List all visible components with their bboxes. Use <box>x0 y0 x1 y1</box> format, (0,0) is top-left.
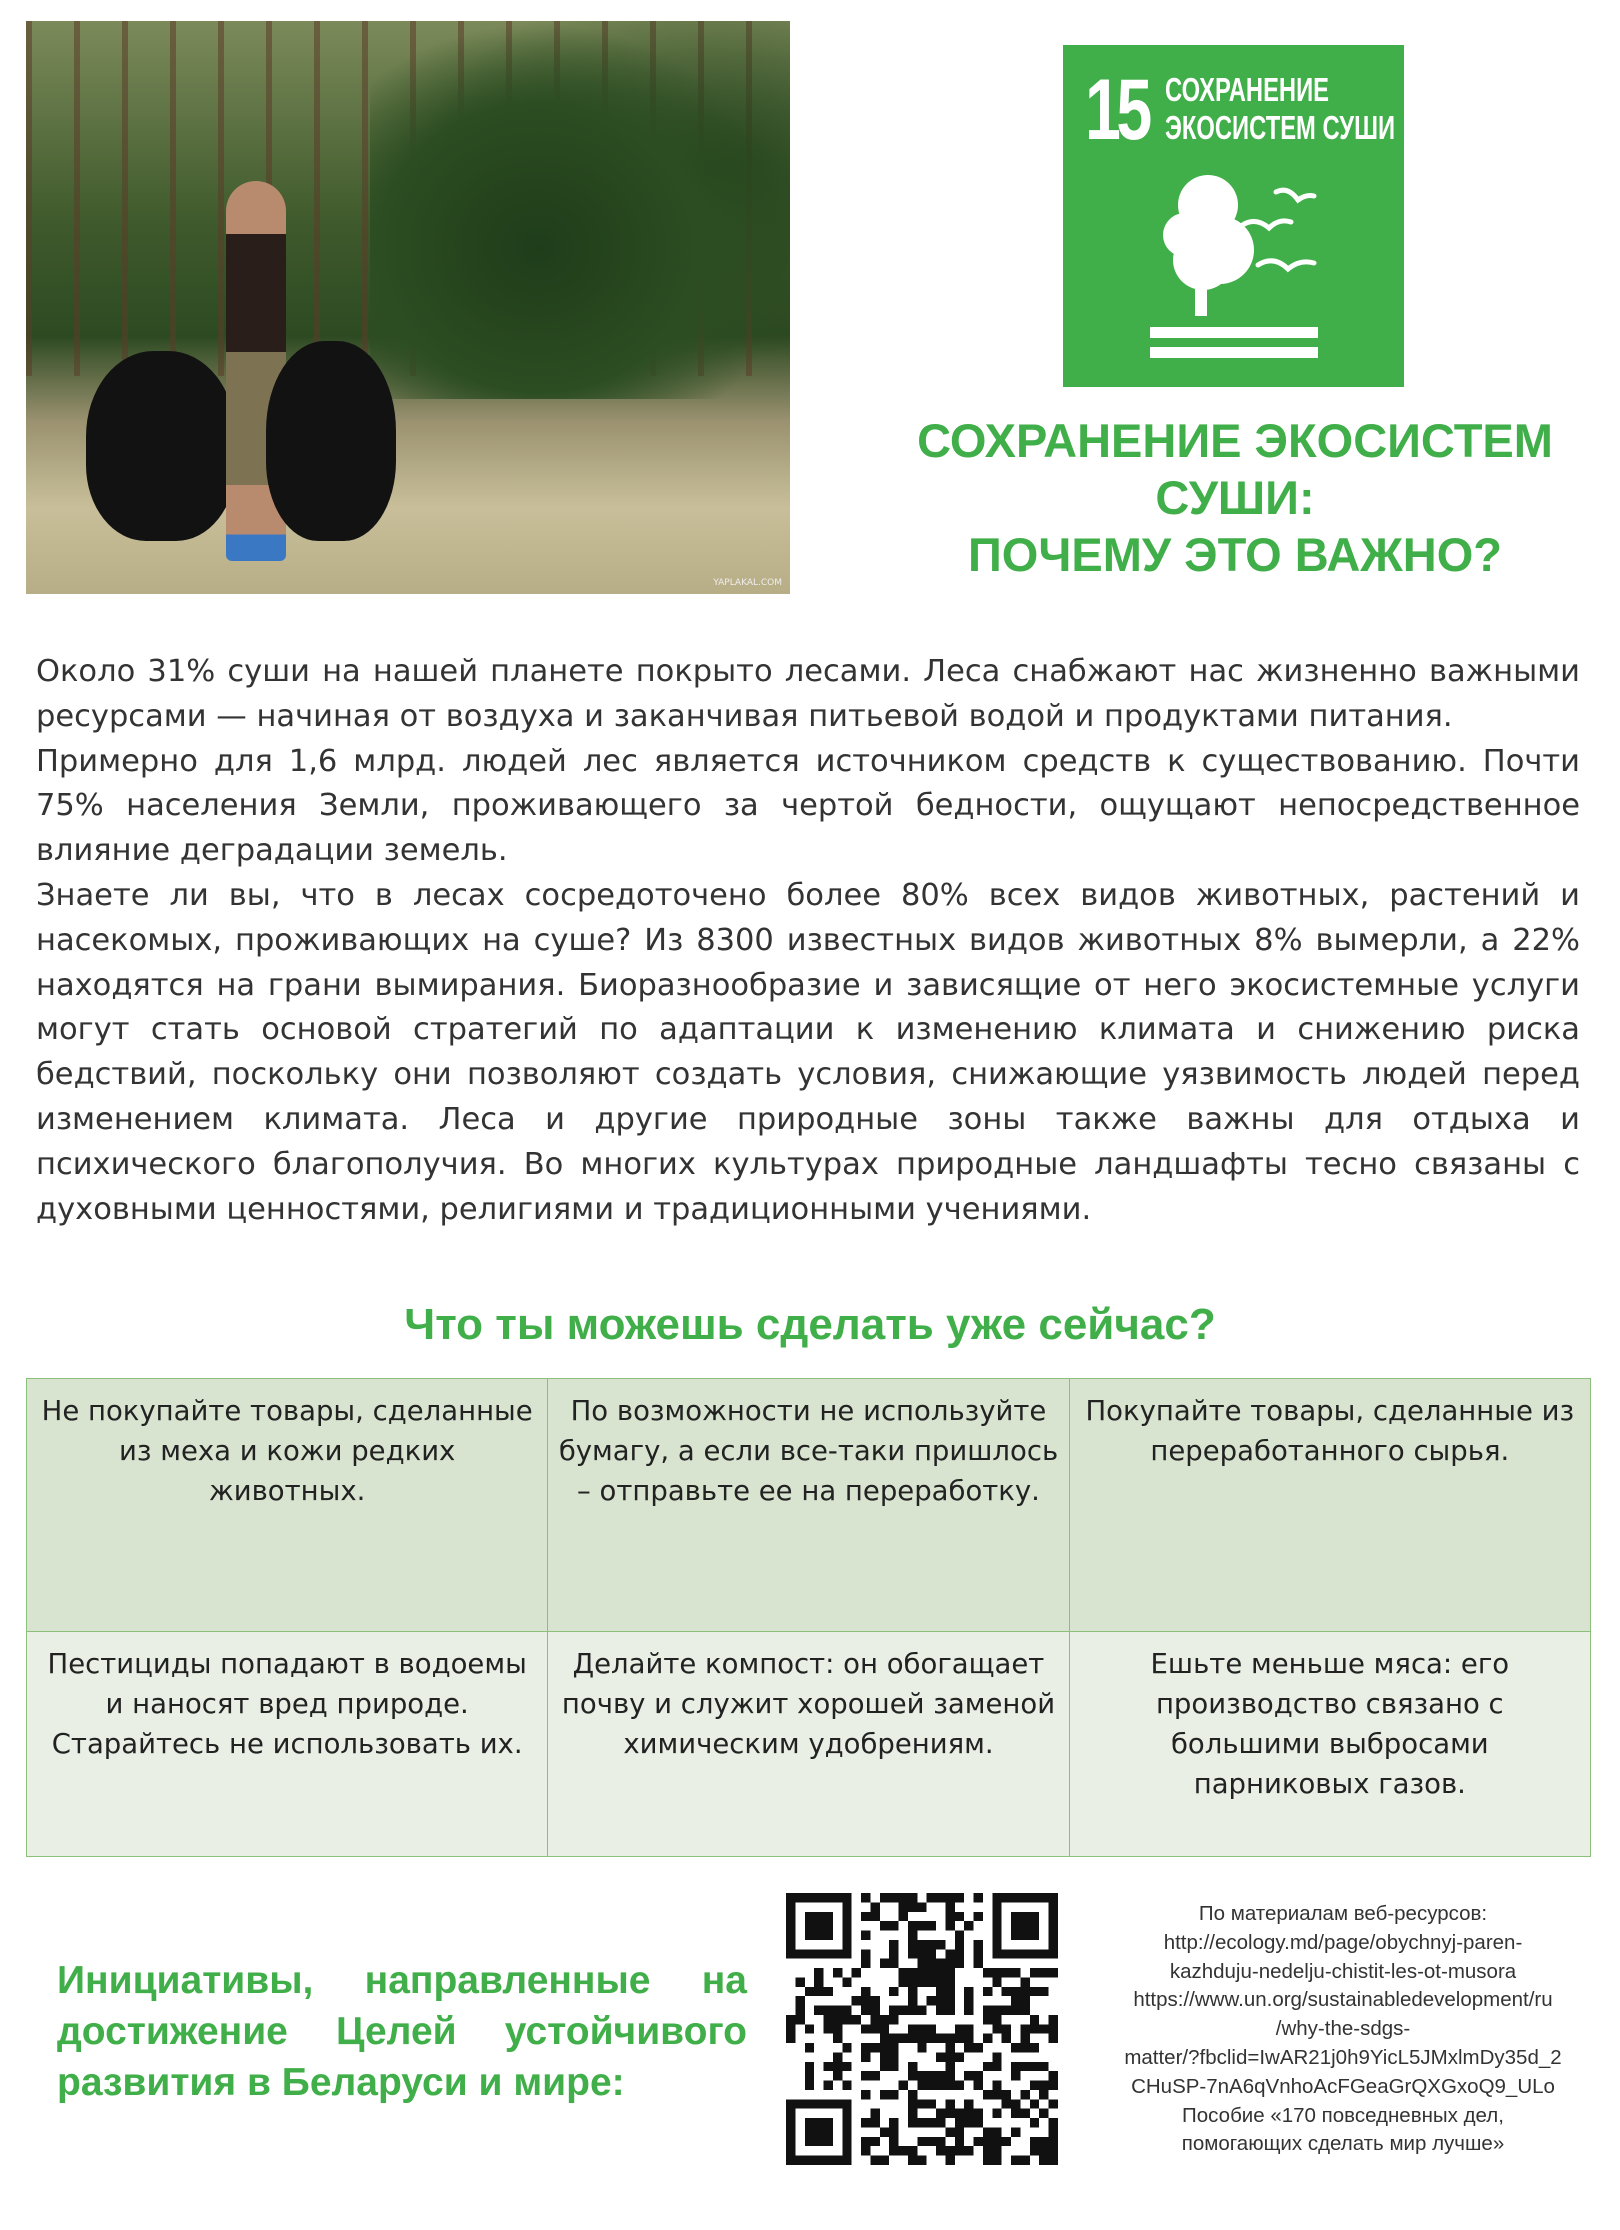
watermark: YAPLAKAL.COM <box>713 578 782 588</box>
actions-heading: Что ты можешь сделать уже сейчас? <box>404 1300 1216 1349</box>
sdg-label-line: ЭКОСИСТЕМ СУШИ <box>1165 109 1396 146</box>
body-text <box>36 650 1580 1232</box>
pine-foliage <box>370 21 790 399</box>
table-row <box>27 1632 1591 1857</box>
title-line: ПОЧЕМУ ЭТО ВАЖНО? <box>968 528 1502 581</box>
tree-and-birds-icon <box>1063 45 1404 387</box>
qr-modules <box>786 1893 1058 2165</box>
actions-table <box>26 1378 1591 1857</box>
action-cell: Ешьте меньше мяса: его производство связано с большими выбросами парниковых газов. <box>1069 1632 1590 1857</box>
action-cell: Пестициды попадают в водоемы и наносят вред природе. Старайтесь не использовать их. <box>27 1632 548 1857</box>
reference-line: Пособие «170 повседневных дел, <box>1182 2103 1504 2127</box>
action-cell: Делайте компост: он обогащает почву и служит хорошей заменой химическим удобрениям. <box>548 1632 1069 1857</box>
action-cell: Покупайте товары, сделанные из переработанного сырья. <box>1069 1379 1590 1632</box>
paragraph: Около 31% суши на нашей планете покрыто лесами. Леса снабжают нас жизненно важными ресурсами — начиная от воздуха и заканчивая питьевой водой и продуктами питания. <box>36 654 1580 734</box>
paragraph: Примерно для 1,6 млрд. людей лес является источником средств к существованию. Почти 75% населения Земли, проживающего за чертой бедности, ощущают непосредственное влияние деградации земель. <box>36 743 1580 869</box>
paragraph: Знаете ли вы, что в лесах сосредоточено более 80% всех видов животных, растений и насекомых, проживающих на суше? Из 8300 известных видов животных 8% вымерли, а 22% находятся на грани вымирания. Биоразнообразие и зависящие от него экосистемные услуги могут стать основой стратегий по адаптации к изменению климата и снижению риска бедствий, поскольку они позволяют создать условия, снижающие уязвимость людей перед изменением климата. Леса и другие природные зоны также важны для отдыха и психического благополучия. Во многих культурах природные ландшафты тесно связаны с духовными ценностями, религиями и традиционными учениями. <box>36 877 1580 1227</box>
initiatives-heading: Инициативы, направленные на достижение Целей устойчивого развития в Беларуси и мире: <box>57 1959 747 2104</box>
sdg-15-icon <box>1063 45 1404 387</box>
action-cell: По возможности не используйте бумагу, а если все-таки пришлось – отправьте ее на переработку. <box>548 1379 1069 1632</box>
reference-line: помогающих сделать мир лучше» <box>1181 2132 1505 2156</box>
action-cell: Не покупайте товары, сделанные из меха и кожи редких животных. <box>27 1379 548 1632</box>
qr-code[interactable] <box>786 1893 1058 2165</box>
reference-link: matter/?fbclid=IwAR21j0h9YicL5JMxlmDy35d_2 <box>1124 2045 1562 2069</box>
reference-link: http://ecology.md/page/obychnyj-paren- <box>1163 1930 1523 1954</box>
sdg-number: 15 <box>1085 62 1148 158</box>
reference-link: https://www.un.org/sustainabledevelopment/ru <box>1133 1988 1553 2012</box>
title-line: СОХРАНЕНИЕ ЭКОСИСТЕМ <box>917 414 1553 467</box>
reference-link: kazhduju-nedelju-chistit-les-ot-musora <box>1169 1959 1517 1983</box>
reference-link: CHuSP-7nA6qVnhoAcFGeaGrQXGxoQ9_ULo <box>1131 2074 1555 2098</box>
page-title <box>880 412 1590 583</box>
table-row <box>27 1379 1591 1632</box>
sdg-label-line: СОХРАНЕНИЕ <box>1165 71 1330 108</box>
reference-link: /why-the-sdgs- <box>1275 2017 1411 2041</box>
trash-bag-right <box>266 341 396 541</box>
references <box>1100 1900 1586 2159</box>
trash-bag-left <box>86 351 236 541</box>
title-line: СУШИ: <box>1155 471 1315 524</box>
reference-line: По материалам веб-ресурсов: <box>1198 1902 1488 1925</box>
photo-man-carrying-trash-bags <box>26 21 790 594</box>
